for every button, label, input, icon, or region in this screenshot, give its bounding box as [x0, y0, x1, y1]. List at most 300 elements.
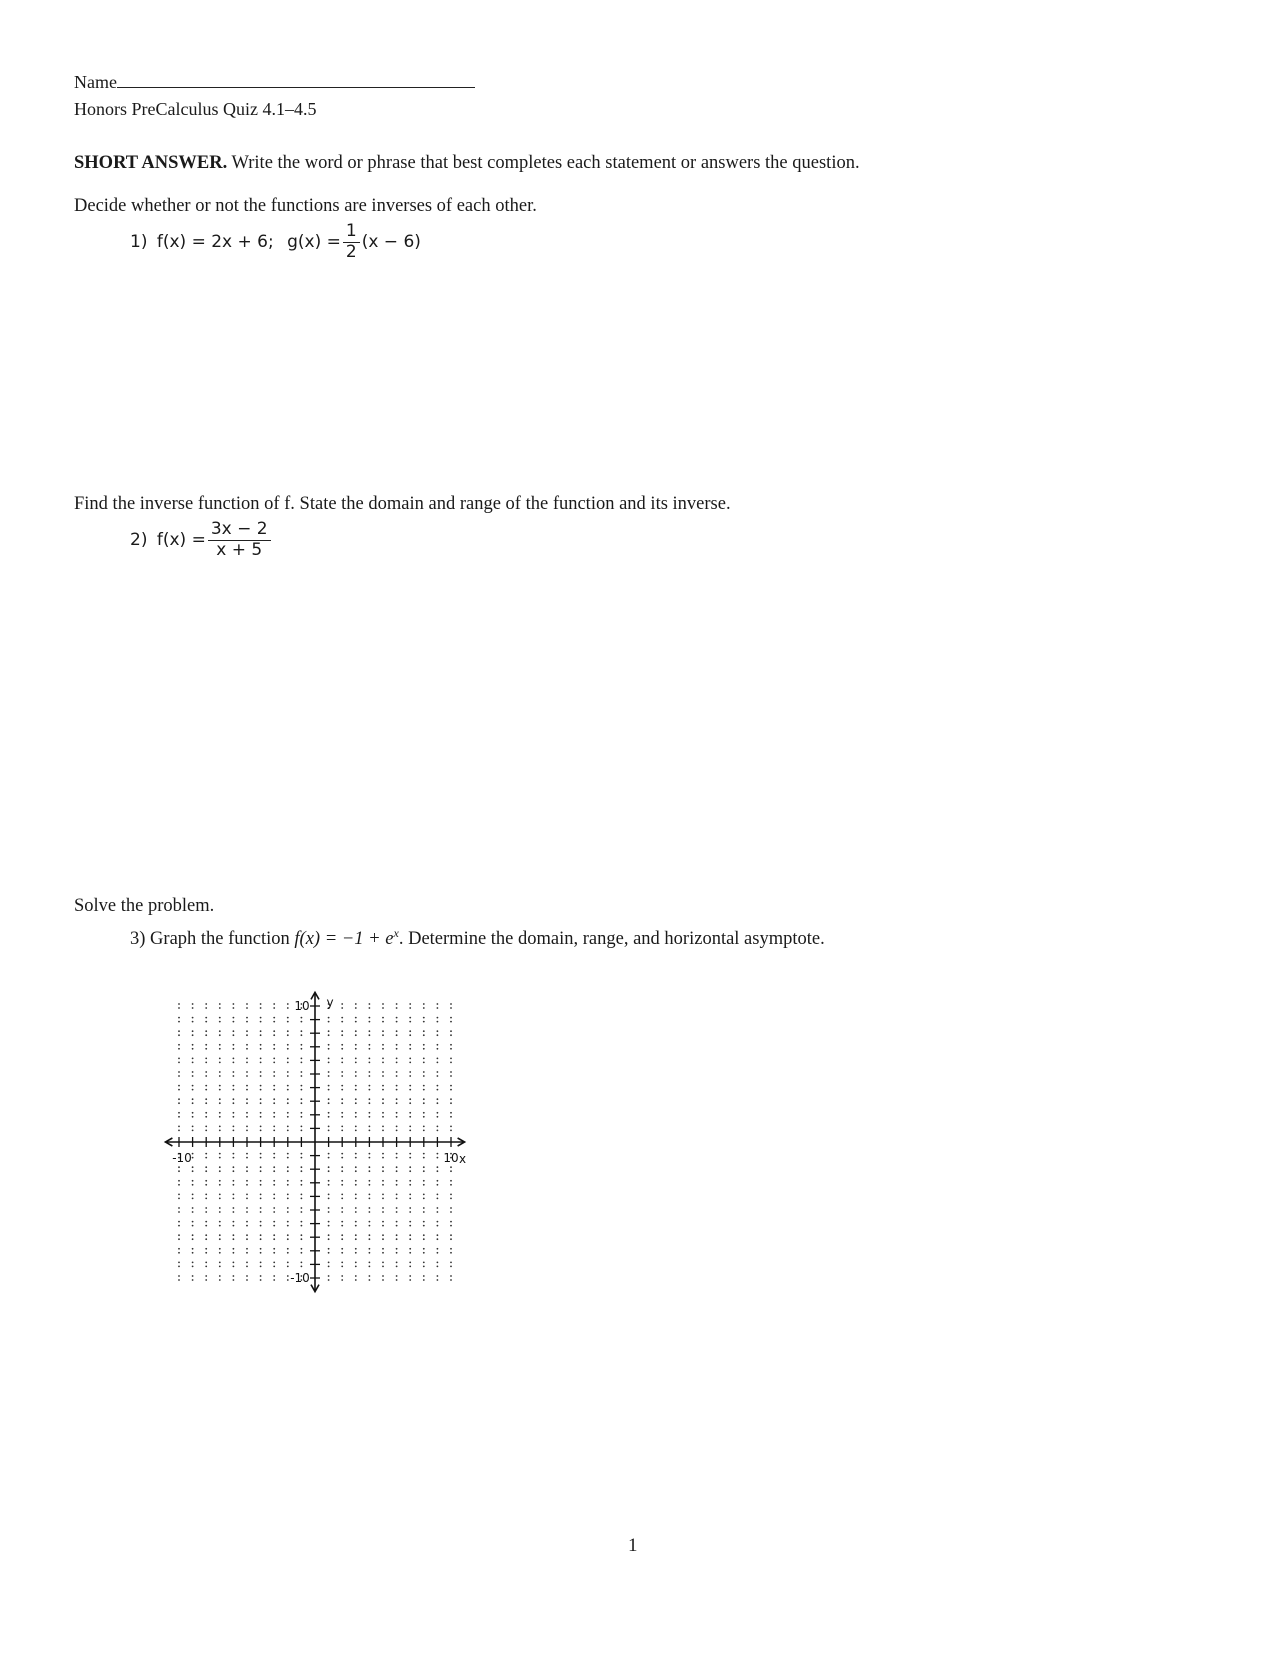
grid-dot	[382, 1198, 384, 1200]
grid-dot	[219, 1157, 221, 1159]
grid-dot	[287, 1266, 289, 1268]
grid-dot	[341, 1225, 343, 1227]
grid-dot	[192, 1089, 194, 1091]
grid-dot	[273, 1266, 275, 1268]
grid-dot	[205, 1021, 207, 1023]
grid-dot	[450, 1234, 452, 1236]
grid-dot	[205, 1030, 207, 1032]
grid-dot	[205, 1112, 207, 1114]
fraction-denominator: 2	[345, 241, 357, 262]
grid-dot	[219, 1225, 221, 1227]
grid-dot	[233, 1021, 235, 1023]
grid-dot	[205, 1248, 207, 1250]
grid-dot	[246, 1017, 248, 1019]
grid-dot	[355, 1170, 357, 1172]
grid-dot	[423, 1098, 425, 1100]
grid-dot	[219, 1044, 221, 1046]
grid-dot	[450, 1126, 452, 1128]
grid-dot	[396, 1157, 398, 1159]
grid-dot	[369, 1234, 371, 1236]
y-tick-label-min: -10	[290, 1271, 310, 1285]
grid-dot	[246, 1130, 248, 1132]
grid-dot	[355, 1021, 357, 1023]
grid-dot	[382, 1071, 384, 1073]
grid-dot	[301, 1126, 303, 1128]
grid-dot	[219, 1017, 221, 1019]
grid-dot	[341, 1153, 343, 1155]
grid-dot	[219, 1279, 221, 1281]
grid-dot	[328, 1275, 330, 1277]
grid-dot	[301, 1130, 303, 1132]
grid-dot	[287, 1003, 289, 1005]
grid-dot	[287, 1194, 289, 1196]
grid-dot	[382, 1048, 384, 1050]
grid-dot	[369, 1058, 371, 1060]
grid-dot	[341, 1275, 343, 1277]
grid-dot	[178, 1262, 180, 1264]
grid-dot	[396, 1062, 398, 1064]
grid-dot	[355, 1234, 357, 1236]
grid-dot	[273, 1017, 275, 1019]
grid-dot	[192, 1116, 194, 1118]
grid-dot	[205, 1075, 207, 1077]
grid-dot	[369, 1252, 371, 1254]
grid-dot	[205, 1252, 207, 1254]
grid-dot	[301, 1102, 303, 1104]
grid-dot	[396, 1238, 398, 1240]
grid-dot	[260, 1126, 262, 1128]
grid-dot	[450, 1166, 452, 1168]
grid-dot	[396, 1048, 398, 1050]
grid-dot	[178, 1007, 180, 1009]
grid-dot	[287, 1085, 289, 1087]
grid-dot	[450, 1275, 452, 1277]
grid-dot	[423, 1112, 425, 1114]
grid-dot	[233, 1166, 235, 1168]
problem-1	[130, 222, 421, 262]
grid-dot	[273, 1157, 275, 1159]
grid-dot	[273, 1211, 275, 1213]
grid-dot	[437, 1248, 439, 1250]
grid-dot	[301, 1170, 303, 1172]
grid-dot	[246, 1180, 248, 1182]
grid-dot	[219, 1221, 221, 1223]
grid-dot	[273, 1048, 275, 1050]
grid-dot	[437, 1266, 439, 1268]
grid-dot	[341, 1089, 343, 1091]
grid-dot	[205, 1034, 207, 1036]
grid-dot	[369, 1180, 371, 1182]
grid-dot	[260, 1184, 262, 1186]
grid-dot	[260, 1044, 262, 1046]
grid-dot	[437, 1170, 439, 1172]
grid-dot	[355, 1048, 357, 1050]
function-expression: f(x) = −1 + e	[294, 929, 394, 950]
grid-dot	[369, 1130, 371, 1132]
grid-dot	[341, 1248, 343, 1250]
grid-dot	[301, 1153, 303, 1155]
grid-dot	[341, 1130, 343, 1132]
grid-dot	[355, 1017, 357, 1019]
grid-dot	[287, 1017, 289, 1019]
problem-3-directions: Solve the problem.	[74, 896, 215, 916]
grid-dot	[437, 1180, 439, 1182]
grid-dot	[287, 1279, 289, 1281]
grid-dot	[287, 1248, 289, 1250]
grid-dot	[382, 1194, 384, 1196]
grid-dot	[205, 1170, 207, 1172]
grid-dot	[233, 1275, 235, 1277]
grid-dot	[369, 1126, 371, 1128]
grid-dot	[369, 1194, 371, 1196]
grid-dot	[396, 1198, 398, 1200]
grid-dot	[409, 1157, 411, 1159]
grid-dot	[287, 1089, 289, 1091]
grid-dot	[246, 1112, 248, 1114]
grid-dot	[450, 1266, 452, 1268]
grid-dot	[409, 1034, 411, 1036]
grid-dot	[382, 1062, 384, 1064]
grid-dot	[233, 1044, 235, 1046]
grid-dot	[260, 1003, 262, 1005]
grid-dot	[178, 1071, 180, 1073]
grid-dot	[273, 1112, 275, 1114]
grid-dot	[273, 1058, 275, 1060]
grid-dot	[328, 1126, 330, 1128]
grid-dot	[192, 1030, 194, 1032]
grid-dot	[205, 1234, 207, 1236]
grid-dot	[423, 1034, 425, 1036]
grid-dot	[423, 1252, 425, 1254]
grid-dot	[178, 1211, 180, 1213]
grid-dot	[409, 1166, 411, 1168]
problem-2-number: 2)	[130, 530, 148, 551]
grid-dot	[219, 1098, 221, 1100]
grid-dot	[260, 1170, 262, 1172]
grid-dot	[192, 1180, 194, 1182]
grid-dot	[219, 1234, 221, 1236]
grid-dot	[409, 1075, 411, 1077]
grid-dot	[382, 1112, 384, 1114]
grid-dot	[301, 1238, 303, 1240]
grid-dot	[273, 1089, 275, 1091]
grid-dot	[192, 1153, 194, 1155]
grid-dot	[260, 1266, 262, 1268]
grid-dot	[301, 1075, 303, 1077]
grid-dot	[205, 1166, 207, 1168]
grid-dot	[396, 1262, 398, 1264]
grid-dot	[192, 1044, 194, 1046]
grid-dot	[273, 1184, 275, 1186]
problem-2-fraction	[208, 520, 271, 560]
grid-dot	[233, 1048, 235, 1050]
grid-dot	[341, 1098, 343, 1100]
grid-dot	[341, 1116, 343, 1118]
grid-dot	[423, 1003, 425, 1005]
grid-dot	[273, 1021, 275, 1023]
grid-dot	[369, 1184, 371, 1186]
grid-dot	[450, 1252, 452, 1254]
grid-dot	[178, 1058, 180, 1060]
grid-dot	[260, 1207, 262, 1209]
grid-dot	[450, 1112, 452, 1114]
grid-dot	[450, 1003, 452, 1005]
grid-dot	[369, 1075, 371, 1077]
grid-dot	[382, 1180, 384, 1182]
grid-dot	[355, 1116, 357, 1118]
grid-dot	[355, 1262, 357, 1264]
grid-dot	[409, 1170, 411, 1172]
grid-dot	[192, 1157, 194, 1159]
grid-dot	[396, 1207, 398, 1209]
grid-dot	[246, 1221, 248, 1223]
grid-dot	[246, 1238, 248, 1240]
grid-dot	[273, 1034, 275, 1036]
grid-dot	[192, 1007, 194, 1009]
grid-dot	[205, 1017, 207, 1019]
grid-dot	[273, 1075, 275, 1077]
grid-dot	[301, 1048, 303, 1050]
grid-dot	[423, 1262, 425, 1264]
grid-dot	[178, 1098, 180, 1100]
grid-dot	[287, 1153, 289, 1155]
grid-dot	[260, 1211, 262, 1213]
grid-dot	[450, 1170, 452, 1172]
grid-dot	[192, 1098, 194, 1100]
grid-dot	[192, 1034, 194, 1036]
grid-dot	[192, 1207, 194, 1209]
grid-dot	[192, 1221, 194, 1223]
grid-dot	[382, 1266, 384, 1268]
grid-dot	[273, 1102, 275, 1104]
grid-dot	[396, 1112, 398, 1114]
grid-dot	[178, 1126, 180, 1128]
grid-dot	[328, 1184, 330, 1186]
grid-dot	[246, 1279, 248, 1281]
grid-dot	[437, 1157, 439, 1159]
grid-dot	[355, 1075, 357, 1077]
grid-dot	[219, 1089, 221, 1091]
grid-dot	[233, 1234, 235, 1236]
grid-dot	[355, 1275, 357, 1277]
grid-dot	[450, 1194, 452, 1196]
grid-dot	[450, 1030, 452, 1032]
grid-dot	[273, 1062, 275, 1064]
grid-dot	[246, 1098, 248, 1100]
grid-dot	[273, 1252, 275, 1254]
grid-dot	[246, 1075, 248, 1077]
grid-dot	[273, 1248, 275, 1250]
grid-dot	[192, 1112, 194, 1114]
grid-dot	[450, 1034, 452, 1036]
grid-dot	[341, 1252, 343, 1254]
grid-dot	[328, 1234, 330, 1236]
grid-dot	[341, 1207, 343, 1209]
grid-dot	[423, 1234, 425, 1236]
grid-dot	[382, 1279, 384, 1281]
grid-dot	[341, 1085, 343, 1087]
x-axis-label: x	[459, 1152, 467, 1166]
grid-dot	[301, 1262, 303, 1264]
grid-dot	[178, 1017, 180, 1019]
grid-dot	[450, 1211, 452, 1213]
grid-dot	[273, 1279, 275, 1281]
grid-dot	[423, 1248, 425, 1250]
grid-dot	[450, 1262, 452, 1264]
grid-dot	[192, 1075, 194, 1077]
grid-dot	[396, 1130, 398, 1132]
grid-dot	[382, 1044, 384, 1046]
grid-dot	[369, 1248, 371, 1250]
grid-dot	[409, 1003, 411, 1005]
grid-dot	[287, 1130, 289, 1132]
grid-dot	[287, 1071, 289, 1073]
grid-dot	[382, 1003, 384, 1005]
grid-dot	[192, 1102, 194, 1104]
grid-dot	[328, 1116, 330, 1118]
grid-dot	[192, 1071, 194, 1073]
grid-dot	[287, 1275, 289, 1277]
grid-dot	[219, 1085, 221, 1087]
grid-dot	[328, 1211, 330, 1213]
grid-dot	[178, 1266, 180, 1268]
grid-dot	[409, 1234, 411, 1236]
grid-dot	[205, 1130, 207, 1132]
grid-dot	[409, 1017, 411, 1019]
grid-dot	[396, 1166, 398, 1168]
grid-dot	[301, 1207, 303, 1209]
grid-dot	[178, 1112, 180, 1114]
problem-3	[130, 926, 825, 950]
grid-dot	[409, 1180, 411, 1182]
grid-dot	[328, 1030, 330, 1032]
grid-dot	[273, 1044, 275, 1046]
grid-dot	[233, 1153, 235, 1155]
grid-dot	[287, 1157, 289, 1159]
grid-dot	[369, 1279, 371, 1281]
grid-dot	[287, 1184, 289, 1186]
grid-dot	[205, 1225, 207, 1227]
name-label: Name	[74, 72, 117, 92]
grid-dot	[287, 1116, 289, 1118]
grid-dot	[341, 1102, 343, 1104]
grid-dot	[178, 1275, 180, 1277]
grid-dot	[287, 1221, 289, 1223]
grid-dot	[396, 1021, 398, 1023]
grid-dot	[423, 1102, 425, 1104]
grid-dot	[341, 1166, 343, 1168]
grid-dot	[219, 1071, 221, 1073]
page-number: 1	[628, 1535, 638, 1556]
grid-dot	[437, 1021, 439, 1023]
grid-dot	[328, 1238, 330, 1240]
grid-dot	[382, 1238, 384, 1240]
grid-dot	[382, 1017, 384, 1019]
instructions	[74, 153, 860, 174]
name-blank-line[interactable]	[117, 73, 475, 88]
grid-dot	[287, 1180, 289, 1182]
grid-dot	[341, 1003, 343, 1005]
grid-dot	[273, 1007, 275, 1009]
grid-dot	[369, 1266, 371, 1268]
grid-dot	[382, 1252, 384, 1254]
grid-dot	[233, 1170, 235, 1172]
grid-dot	[450, 1089, 452, 1091]
grid-dot	[355, 1098, 357, 1100]
grid-dot	[328, 1089, 330, 1091]
grid-dot	[328, 1221, 330, 1223]
grid-dot	[273, 1030, 275, 1032]
grid-dot	[369, 1225, 371, 1227]
grid-dot	[437, 1166, 439, 1168]
grid-dot	[437, 1003, 439, 1005]
grid-dot	[205, 1211, 207, 1213]
grid-dot	[273, 1262, 275, 1264]
grid-dot	[396, 1279, 398, 1281]
grid-dot	[409, 1062, 411, 1064]
grid-dot	[205, 1157, 207, 1159]
grid-dot	[260, 1234, 262, 1236]
grid-dot	[219, 1238, 221, 1240]
grid-dot	[450, 1279, 452, 1281]
grid-dot	[382, 1166, 384, 1168]
grid-dot	[246, 1248, 248, 1250]
grid-dot	[437, 1275, 439, 1277]
grid-dot	[355, 1126, 357, 1128]
grid-dot	[287, 1075, 289, 1077]
grid-dot	[409, 1153, 411, 1155]
grid-dot	[178, 1048, 180, 1050]
grid-dot	[246, 1030, 248, 1032]
grid-dot	[355, 1279, 357, 1281]
grid-dot	[233, 1098, 235, 1100]
grid-dot	[246, 1275, 248, 1277]
section-text: Write the word or phrase that best completes each statement or answers the question.	[231, 153, 860, 173]
grid-dot	[192, 1279, 194, 1281]
grid-dot	[205, 1180, 207, 1182]
grid-dot	[178, 1021, 180, 1023]
grid-dot	[273, 1194, 275, 1196]
grid-dot	[246, 1116, 248, 1118]
grid-dot	[287, 1238, 289, 1240]
grid-dot	[437, 1225, 439, 1227]
grid-dot	[341, 1238, 343, 1240]
problem-3-text-after: . Determine the domain, range, and horizontal asymptote.	[398, 929, 825, 950]
grid-dot	[328, 1021, 330, 1023]
coordinate-grid[interactable]	[150, 980, 480, 1300]
grid-dot	[328, 1266, 330, 1268]
grid-dot	[233, 1003, 235, 1005]
grid-dot	[396, 1252, 398, 1254]
grid-dot	[233, 1238, 235, 1240]
grid-dot	[192, 1062, 194, 1064]
problem-3-function	[294, 926, 399, 950]
grid-dot	[328, 1153, 330, 1155]
grid-dot	[205, 1275, 207, 1277]
grid-dot	[409, 1102, 411, 1104]
grid-dot	[396, 1044, 398, 1046]
grid-dot	[287, 1166, 289, 1168]
problem-1-g-prefix: g(x) =	[287, 232, 341, 253]
grid-dot	[192, 1058, 194, 1060]
grid-dot	[409, 1058, 411, 1060]
grid-dot	[328, 1262, 330, 1264]
grid-dot	[423, 1075, 425, 1077]
grid-dot	[273, 1130, 275, 1132]
grid-dot	[369, 1021, 371, 1023]
grid-dot	[233, 1266, 235, 1268]
grid-dot	[178, 1170, 180, 1172]
